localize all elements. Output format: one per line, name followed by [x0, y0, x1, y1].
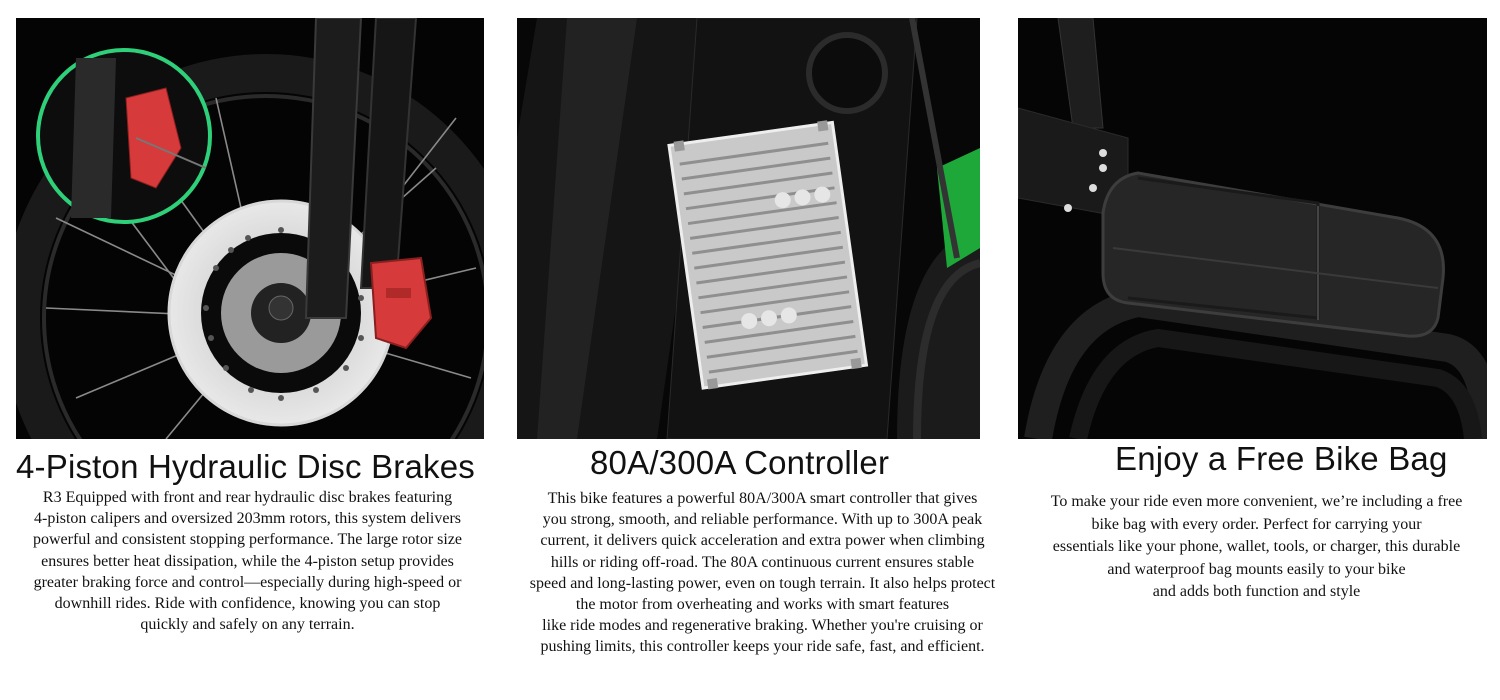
controller-description [490, 488, 1035, 658]
description-line: This bike features a powerful 80A/300A smart controller that gives [547, 490, 978, 507]
description-line: essentials like your phone, wallet, tools, or charger, this durable [1052, 538, 1461, 555]
description-line: speed and long-lasting power, even on tough terrain. It also helps protect [529, 574, 996, 592]
brakes-description [0, 487, 495, 635]
bike-bag-title: Enjoy a Free Bike Bag [1115, 440, 1448, 477]
description-line: powerful and consistent stopping performance. The large rotor size [32, 531, 463, 549]
disc-brake-illustration [16, 18, 484, 439]
controller-title: 80A/300A Controller [590, 444, 890, 481]
controller-heatsink [669, 120, 867, 391]
description-line: downhill rides. Ride with confidence, knowing you can stop [54, 595, 441, 613]
bike-bag-photo [1018, 18, 1487, 439]
caliper-callout [38, 50, 210, 222]
description-line: ensures better heat dissipation, while the 4-piston setup provides [41, 552, 454, 570]
description-line: and waterproof bag mounts easily to your bike [1107, 560, 1406, 578]
description-line: the motor from overheating and works with smart features [575, 596, 950, 614]
controller-illustration [517, 18, 980, 439]
description-line: current, it delivers quick acceleration and extra power when climbing [540, 532, 985, 550]
description-line: 4-piston calipers and oversized 203mm rotors, this system delivers [33, 510, 462, 528]
description-line: bike bag with every order. Perfect for carrying your [1091, 515, 1422, 533]
description-line: pushing limits, this controller keeps your ride safe, fast, and efficient. [540, 638, 985, 656]
battery-lock [809, 35, 885, 111]
brakes-title: 4-Piston Hydraulic Disc Brakes [16, 448, 475, 485]
description-line: hills or riding off-road. The 80A continuous current ensures stable [550, 553, 975, 571]
description-line: greater braking force and control—especially during high-speed or [33, 573, 462, 591]
description-line: To make your ride even more convenient, we’re including a free [1050, 493, 1463, 510]
description-line: like ride modes and regenerative braking. Whether you're cruising or [542, 617, 983, 635]
description-line: you strong, smooth, and reliable performance. With up to 300A peak [542, 511, 983, 529]
controller-photo [517, 18, 980, 439]
bike-bag-description [1020, 491, 1493, 604]
description-line: quickly and safely on any terrain. [140, 616, 355, 634]
description-line: and adds both function and style [1152, 583, 1361, 600]
disc-brake-photo [16, 18, 484, 439]
bike-bag-illustration [1018, 18, 1487, 439]
description-line: R3 Equipped with front and rear hydraulic disc brakes featuring [42, 489, 453, 506]
